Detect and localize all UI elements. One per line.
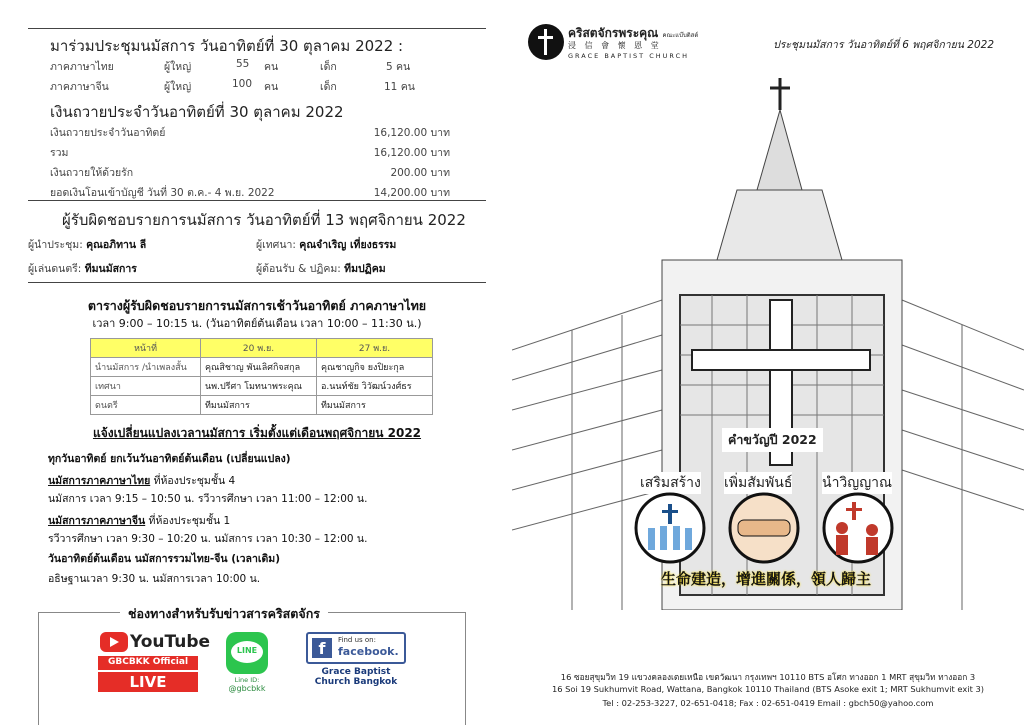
right-panel: คริสตจักรพระคุณ คณะแบ๊บติสต์ 浸 信 會 懷 恩 堂 GRACE BAPTIST CHURCH ประชุมนมัสการ วันอาทิตย์ที่ 6 พฤศจิกายน 2022 คำขวัญปี 2022 เสริมสร้าง เพิ่มสัมพันธ์ นำวิญญาณ 生命建造，增進關係，領人歸主 16 ซอยสุขุมวิท 19 แขวงคลองเตยเหนือ เขตวัฒนา กรุงเทพฯ 10110 BTS อโศก ทางออก 1 MRT สุขุมวิท ทางออก 3 16 Soi 19 Sukhumvit Road, Wattana, Bangkok 10110 Thailand (BTS Asoke exit 1; MRT Sukhumvit exit 3) Tel : 02-253-3227, 02-651-0418; Fax : 02-651-0419 Email : gbch50@yahoo.com bbox=[512, 0, 1024, 725]
left-panel: มาร่วมประชุมนมัสการ วันอาทิตย์ที่ 30 ตุลาคม 2022 : ภาคภาษาไทย ผู้ใหญ่ 55 คน เด็ก 5 คน ภาคภาษาจีน ผู้ใหญ่ 100 คน เด็ก 11 คน เงินถวายประจำวันอาทิตย์ที่ 30 ตุลาคม 2022 เงินถวายประจำวันอาทิตย์ 16,120.00 บาท รวม 16,120.00 บาท เงินถวายให้ด้วยรัก 200.00 บาท ยอดเงินโอนเข้าบัญชี วันที่ 30 ต.ค.- 4 พ.ย. 2022 14,200.00 บาท ผู้รับผิดชอบรายการนมัสการ วันอาทิตย์ที่ 13 พฤศจิกายน 2022 ผู้นำประชุม: คุณอภิทาน ลี ผู้เทศนา: คุณจำเริญ เที่ยงธรรม ผู้เล่นดนตรี: ทีมนมัสการ ผู้ต้อนรับ & ปฏิคม: ทีมปฏิคม ตารางผู้รับผิดชอบรายการนมัสการเช้าวันอาทิตย์ ภาคภาษาไทย เวลา 9:00 – 10:15 น. (วันอาทิตย์ต้นเดือน เวลา 10:00 – 11:30 น.) หน้าที่ 20 พ.ย. 27 พ.ย. นำนมัสการ /นำเพลงสั้น คุณสิชาญ พันเลิศกิจสกุล คุณชาญกิจ ยงปิยะกุล เทศนา นพ.ปรีศา โมทนาพระคุณ อ.นนท์ชัย วิวัฒน์วงศ์ธร ดนตรี ทีมนมัสการ ทีมนมัสการ แจ้งเปลี่ยนแปลงเวลานมัสการ เริ่มตั้งแต่เดือนพฤศจิกายน 2022 ทุกวันอาทิตย์ ยกเว้นวันอาทิตย์ต้นเดือน (เปลี่ยนแปลง) นมัสการภาคภาษาไทย ที่ห้องประชุมชั้น 4 นมัสการ เวลา 9:15 – 10:50 น. รวีวารศึกษา เวลา 11:00 – 12:00 น. นมัสการภาคภาษาจีน ที่ห้องประชุมชั้น 1 รวีวารศึกษา เวลา 9:30 – 10:20 น. นมัสการ เวลา 10:30 – 12:00 น. วันอาทิตย์ต้นเดือน นมัสการรวมไทย-จีน (เวลาเดิม) อธิษฐานเวลา 9:30 น. นมัสการเวลา 10:00 น. ช่องทางสำหรับรับข่าวสารคริสตจักร YouTube GBCBKK Official LIVE LINE Line ID: @gbcbkk f Find us on: facebook. Grace Baptist Church Bangkok bbox=[28, 28, 486, 718]
church-growth-icon bbox=[636, 494, 704, 562]
facebook-link[interactable]: f Find us on: facebook. Grace Baptist Church Bangkok bbox=[306, 632, 406, 702]
line-link[interactable]: LINE Line ID: @gbcbkk bbox=[222, 632, 272, 702]
channels-title: ช่องทางสำหรับรับข่าวสารคริสตจักร bbox=[120, 604, 328, 624]
church-logo bbox=[528, 24, 564, 60]
line-icon: LINE bbox=[226, 632, 268, 674]
facebook-icon: f bbox=[312, 638, 332, 658]
youtube-link[interactable]: YouTube GBCBKK Official LIVE bbox=[98, 630, 198, 694]
divider bbox=[28, 200, 486, 201]
evangelism-icon bbox=[824, 494, 892, 562]
offering-title: เงินถวายประจำวันอาทิตย์ที่ 30 ตุลาคม 2022 bbox=[50, 103, 344, 121]
handshake-icon bbox=[730, 494, 798, 562]
leaders-title: ผู้รับผิดชอบรายการนมัสการ วันอาทิตย์ที่ 13 พฤศจิกายน 2022 bbox=[62, 211, 466, 229]
schedule-time: เวลา 9:00 – 10:15 น. (วันอาทิตย์ต้นเดือน เวลา 10:00 – 11:30 น.) bbox=[92, 317, 422, 330]
motto-title: คำขวัญปี 2022 bbox=[722, 428, 823, 452]
service-date: ประชุมนมัสการ วันอาทิตย์ที่ 6 พฤศจิกายน 2022 bbox=[773, 39, 994, 51]
notice-title: แจ้งเปลี่ยนแปลงเวลานมัสการ เริ่มตั้งแต่เดือนพฤศจิกายน 2022 bbox=[92, 426, 422, 440]
divider bbox=[28, 282, 486, 283]
divider bbox=[28, 28, 486, 29]
attendance-title: มาร่วมประชุมนมัสการ วันอาทิตย์ที่ 30 ตุลาคม 2022 : bbox=[50, 37, 404, 55]
schedule-table: หน้าที่ 20 พ.ย. 27 พ.ย. นำนมัสการ /นำเพลงสั้น คุณสิชาญ พันเลิศกิจสกุล คุณชาญกิจ ยงปิยะกุล เทศนา นพ.ปรีศา โมทนาพระคุณ อ.นนท์ชัย วิวัฒน์วงศ์ธร ดนตรี ทีมนมัสการ ทีมนมัสการ bbox=[90, 338, 433, 415]
schedule-title: ตารางผู้รับผิดชอบรายการนมัสการเช้าวันอาทิตย์ ภาคภาษาไทย bbox=[87, 298, 427, 313]
